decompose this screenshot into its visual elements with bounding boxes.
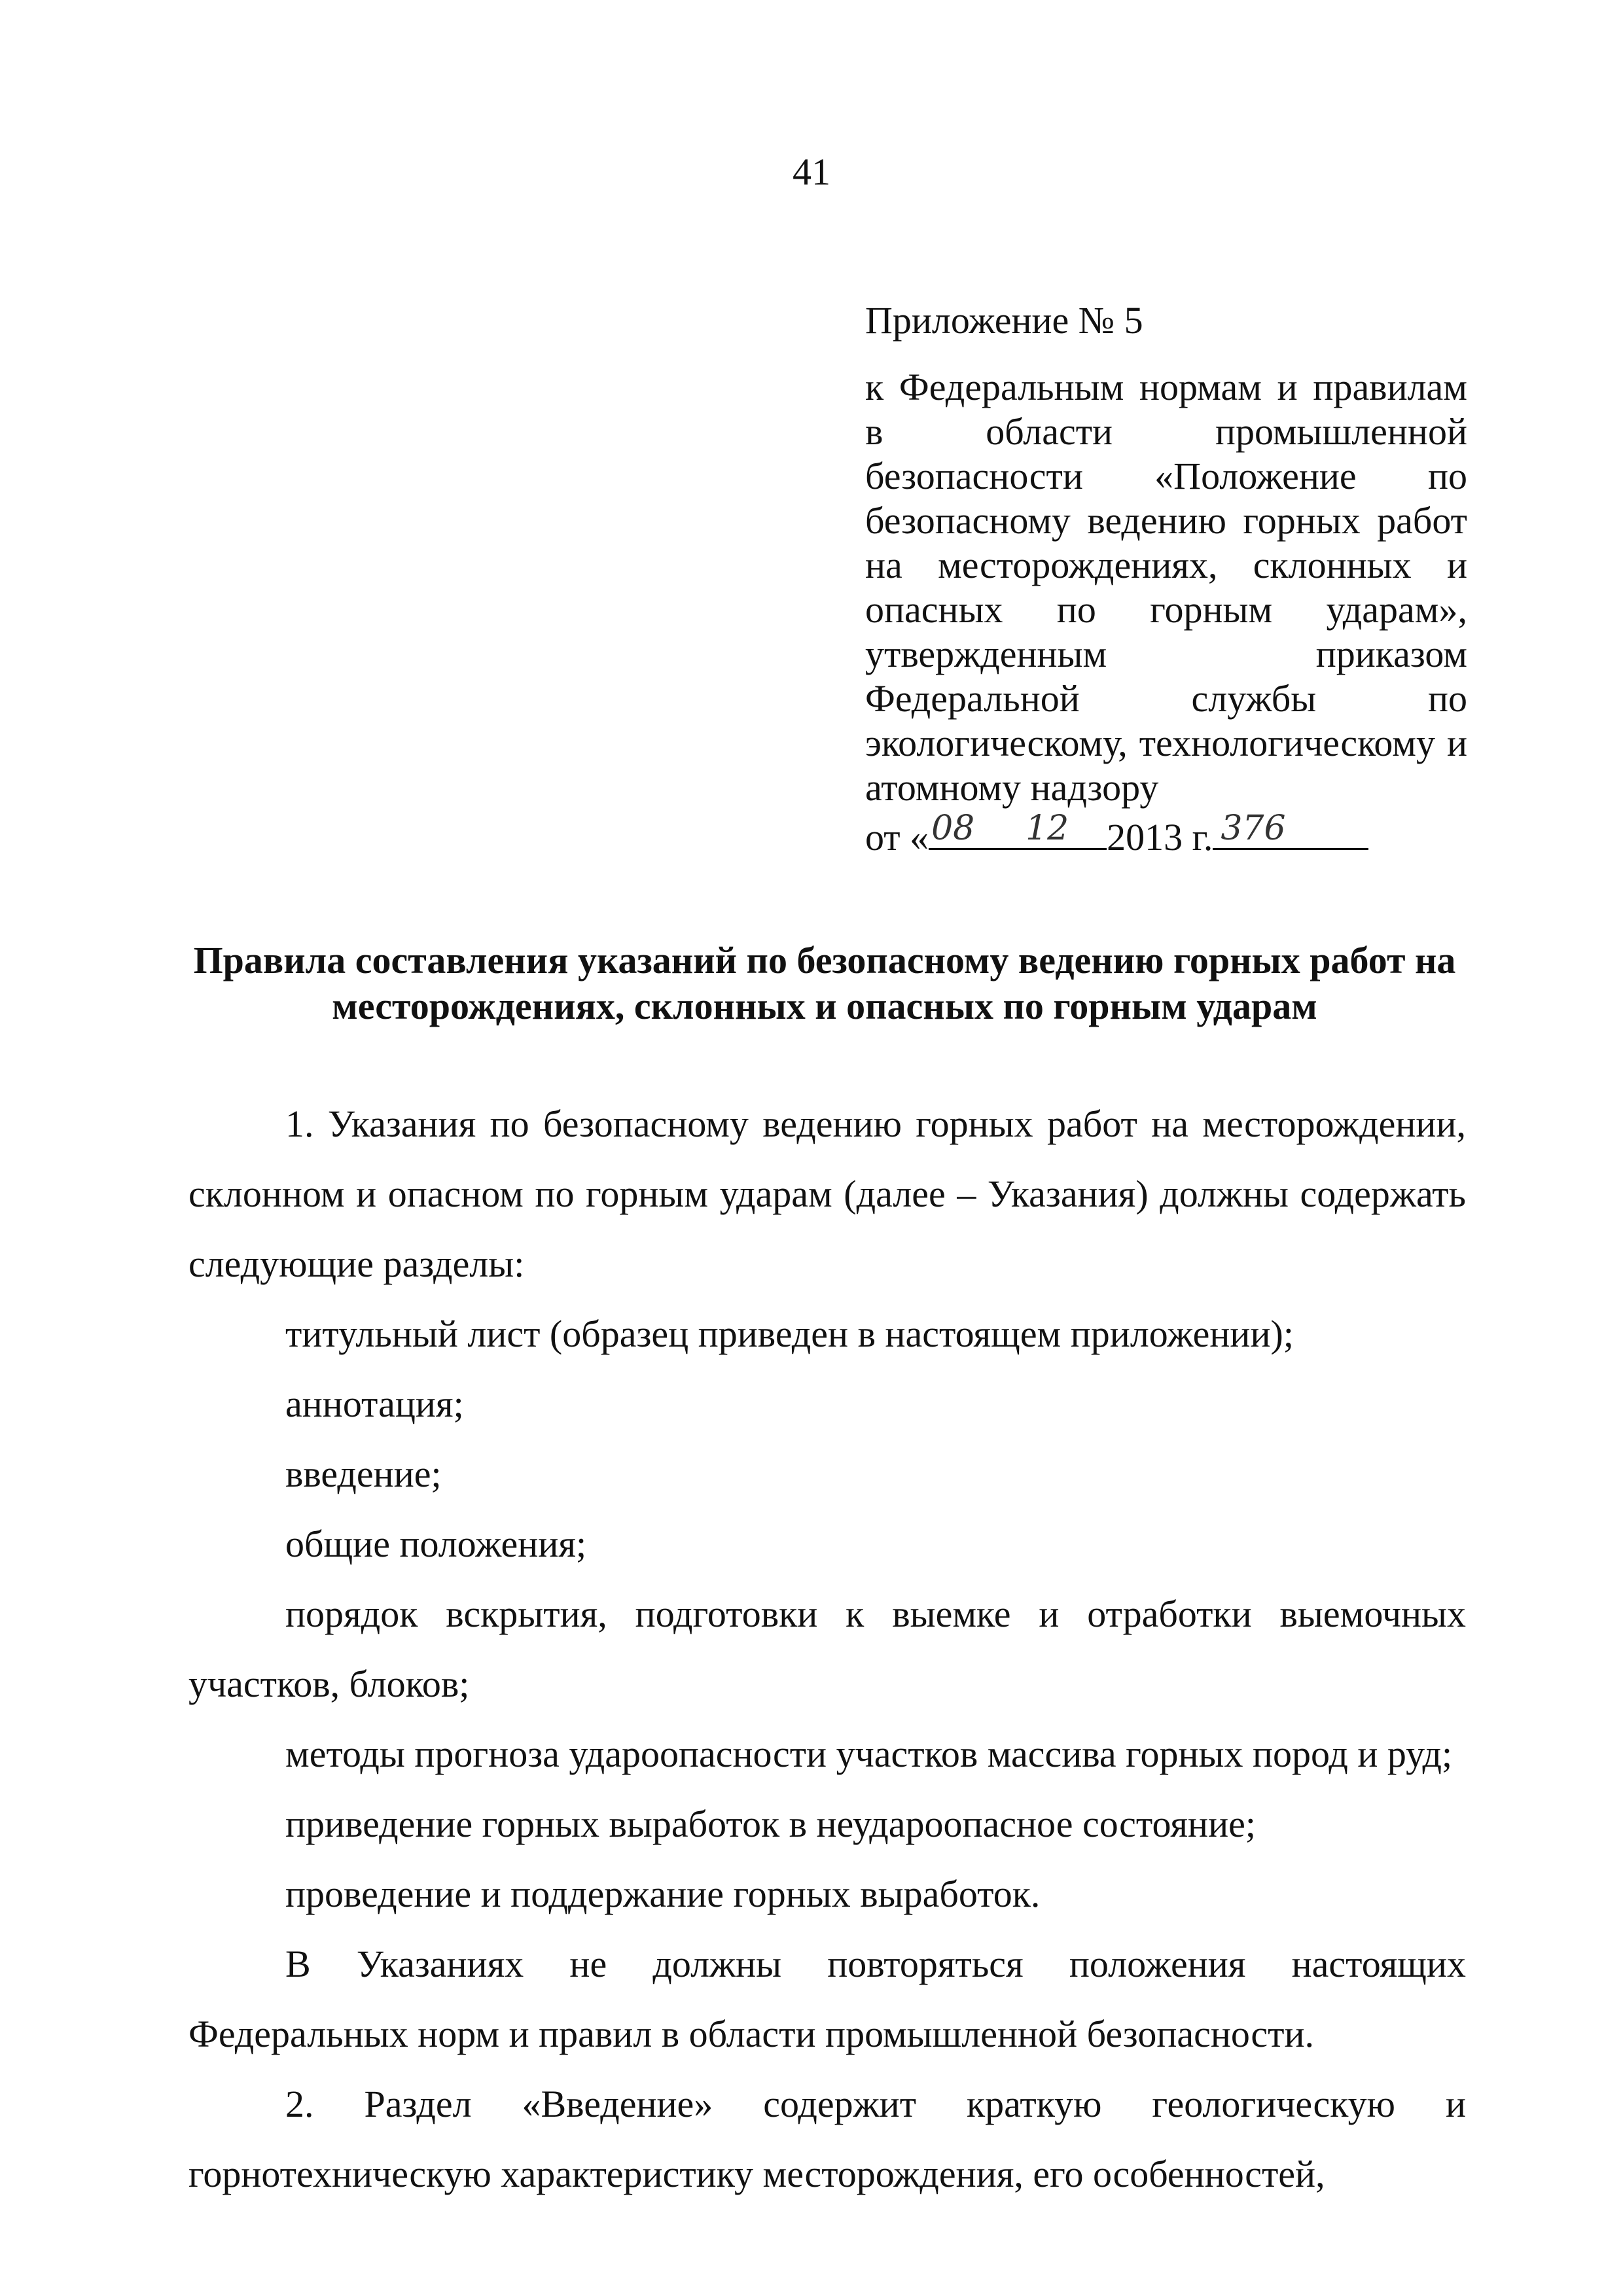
handwritten-day: 08: [931, 809, 975, 848]
appendix-date: [865, 810, 1467, 860]
date-day-blank: [929, 810, 1107, 850]
handwritten-order-number: 376: [1221, 809, 1286, 848]
date-prefix: от «: [865, 816, 929, 858]
section-item: проведение и поддержание горных выработок.: [285, 1873, 1041, 1915]
document-title: Правила составления указаний по безопасному ведению горных работ на месторождениях, склонных и опасных по горным ударам: [193, 939, 1456, 1027]
section-item: методы прогноза удароопасности участков массива горных пород и руд;: [285, 1733, 1453, 1775]
section-item: общие положения;: [285, 1523, 587, 1565]
section-item: приведение горных выработок в неудароопасное состояние;: [285, 1803, 1256, 1845]
section-item: введение;: [285, 1453, 442, 1495]
document-content: [188, 1089, 1466, 2209]
note-paragraph: В Указаниях не должны повторяться положения настоящих Федеральных норм и правил в области промышленной безопасности.: [188, 1943, 1466, 2055]
paragraph-1: 1. Указания по безопасному ведению горных работ на месторождении, склонном и опасном по горным ударам (далее – Указания) должны содержать следующие разделы:: [188, 1103, 1466, 1285]
appendix-title: Приложение № 5: [865, 299, 1143, 342]
order-number-blank: [1213, 810, 1368, 850]
section-item: титульный лист (образец приведен в настоящем приложении);: [285, 1313, 1294, 1355]
appendix-block: [865, 298, 1467, 860]
handwritten-month: 12: [1026, 809, 1069, 848]
paragraph-2: 2. Раздел «Введение» содержит краткую геологическую и горнотехническую характеристику месторождения, его особенностей,: [188, 2083, 1466, 2195]
page-number: 41: [793, 150, 830, 193]
appendix-body: к Федеральным нормам и правилам в области промышленной безопасности «Положение по безопасному ведению горных работ на месторождениях, склонных и опасных по горным ударам», утвержденным приказом Федеральной службы по экологическому, технологическому и атомному надзору: [865, 366, 1467, 809]
section-item: порядок вскрытия, подготовки к выемке и отработки выемочных участков, блоков;: [188, 1593, 1466, 1705]
section-item: аннотация;: [285, 1383, 464, 1425]
date-year: 2013 г.: [1107, 816, 1213, 858]
